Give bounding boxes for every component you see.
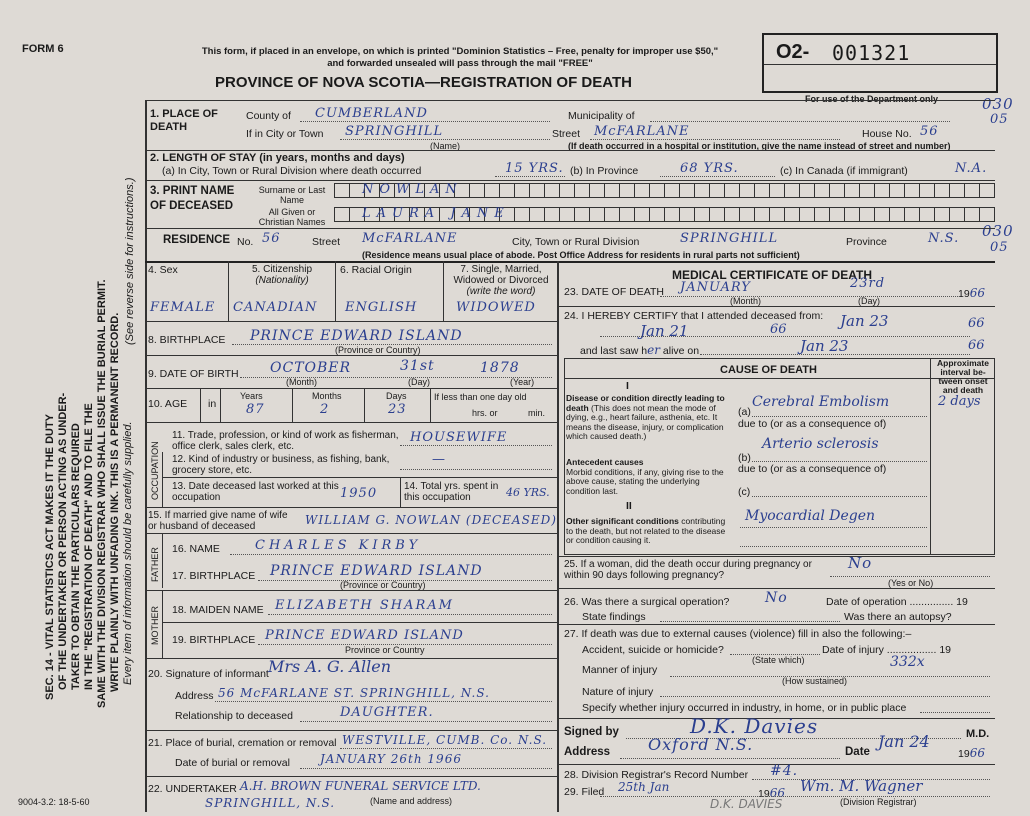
footer-code: 9004-3.2: 18-5-60 xyxy=(18,797,90,807)
residence-label: RESIDENCE xyxy=(163,234,231,246)
days-value: 23 xyxy=(388,402,407,417)
surname-label: Surname or Last Name xyxy=(258,185,326,205)
q13-label: 13. Date deceased last worked at this occupation xyxy=(172,481,339,503)
q14-value: 46 YRS. xyxy=(506,486,550,499)
attended-to: Jan 23 xyxy=(840,312,889,330)
other-value: Myocardial Degen xyxy=(745,508,876,524)
reg-number: 001321 xyxy=(832,41,911,65)
age-in: in xyxy=(208,398,217,410)
father-birth-sub: (Province or Country) xyxy=(340,580,426,590)
death-day: 23rd xyxy=(850,276,886,291)
father-name-value: CHARLES KIRBY xyxy=(255,538,422,553)
manner-label: Manner of injury xyxy=(582,664,658,676)
death-month-sub: (Month) xyxy=(730,296,762,306)
years-label: Years xyxy=(240,391,263,401)
father-name-label: 16. NAME xyxy=(172,543,220,555)
last-saw-date: Jan 23 xyxy=(800,337,849,355)
side-text-1: SEC. 14 - VITAL STATISTICS ACT MAKES IT THE DUTY xyxy=(44,413,56,700)
autopsy-label: Was there an autopsy? xyxy=(844,611,952,623)
sign-date-label: Date xyxy=(845,746,870,758)
death-month: JANUARY xyxy=(680,280,751,295)
due-to-2: due to (or as a consequence of) xyxy=(738,463,887,475)
yes-no-sub: (Yes or No) xyxy=(888,578,934,588)
reg-prefix: O2- xyxy=(776,41,810,63)
racial-label: 6. Racial Origin xyxy=(340,264,412,276)
months-value: 2 xyxy=(320,402,330,417)
side-text-2: OF THE UNDERTAKER OR PERSON ACTING AS UNDER- xyxy=(57,392,69,690)
age-label: 10. AGE xyxy=(148,398,188,410)
given-label: All Given or Christian Names xyxy=(258,207,326,227)
father-side: FATHER xyxy=(150,547,160,582)
stay-c-value: N.A. xyxy=(955,161,988,176)
attended-from: Jan 21 xyxy=(640,322,689,340)
side-text-4: IN THE "REGISTRATION OF DEATH" AND TO FILE THE xyxy=(83,403,95,690)
place-label: 1. PLACE OF DEATH xyxy=(150,108,218,133)
nature-label: Nature of injury xyxy=(582,686,654,698)
hrs-label: hrs. or xyxy=(472,408,498,418)
relationship-label: Relationship to deceased xyxy=(175,710,293,722)
given-value: LAURA JANE xyxy=(362,206,510,221)
res-city-value: SPRINGHILL xyxy=(680,231,779,246)
res-no-value: 56 xyxy=(262,231,281,246)
stay-a-value: 15 YRS. xyxy=(505,161,564,176)
burial-date-label: Date of burial or removal xyxy=(175,757,290,769)
res-no-label: No. xyxy=(237,236,254,248)
county-label: County of xyxy=(246,110,291,122)
q24-label: 24. I HEREBY CERTIFY that I attended deceased from: xyxy=(564,310,824,322)
registration-number-box xyxy=(762,33,998,93)
cause-title: CAUSE OF DEATH xyxy=(720,364,817,376)
interval-label: Approximate interval be- tween onset and death xyxy=(937,358,989,395)
dob-day: 31st xyxy=(400,358,435,374)
specify-label: Specify whether injury occurred in industry, in home, or in public place xyxy=(582,702,907,714)
dept-code-2: 05 xyxy=(990,112,1009,127)
dob-label: 9. DATE OF BIRTH xyxy=(148,368,239,380)
stay-c-label: (c) In Canada (if immigrant) xyxy=(780,165,908,177)
manner-value: 332x xyxy=(890,654,925,670)
street-value: McFARLANE xyxy=(594,124,690,139)
name-sub: (Name) xyxy=(430,141,461,151)
cit-label: 5. Citizenship (Nationality) xyxy=(251,264,313,286)
sign-date-yr: 1966 xyxy=(958,746,985,760)
stay-a-label: (a) In City, Town or Rural Division where death occurred xyxy=(162,165,422,177)
side-text-3: TAKER TO OBTAIN THE PARTICULARS REQUIRED xyxy=(70,423,82,690)
informant-addr: 56 McFARLANE ST. SPRINGHILL, N.S. xyxy=(218,686,490,700)
q23-label: 23. DATE OF DEATH xyxy=(564,286,664,298)
disease-label: Disease or condition directly leading to death (This does not mean the mode of dying, e.g., heart failure, asthenia, etc. It means the disease, injury, or complication which caused death.) xyxy=(566,393,725,441)
last-saw-label: and last saw her alive on xyxy=(580,343,700,357)
father-birth-value: PRINCE EDWARD ISLAND xyxy=(270,563,483,579)
q11-label: 11. Trade, profession, or kind of work as fisherman, office clerk, sales clerk, etc. xyxy=(172,430,399,452)
city-value: SPRINGHILL xyxy=(345,124,444,139)
father-birth-label: 17. BIRTHPLACE xyxy=(172,570,256,582)
informant-sig: Mrs A. G. Allen xyxy=(268,657,391,676)
undertaker-label: 22. UNDERTAKER xyxy=(148,783,237,795)
dob-year: 1878 xyxy=(480,360,520,376)
md-label: M.D. xyxy=(966,728,990,740)
sex-label: 4. Sex xyxy=(148,264,178,276)
registrar-signature: Wm. M. Wagner xyxy=(800,777,923,795)
interval-a: 2 days xyxy=(938,394,981,409)
relationship-value: DAUGHTER. xyxy=(340,705,434,720)
dept-code-1: 030 xyxy=(982,95,1014,113)
dob-month-sub: (Month) xyxy=(286,377,318,387)
last-saw-yr: 66 xyxy=(968,338,985,353)
mother-birth-value: PRINCE EDWARD ISLAND xyxy=(265,628,464,643)
filed-date: 25th Jan xyxy=(618,780,670,794)
hospital-note: (If death occurred in a hospital or institution, give the name instead of street and number) xyxy=(568,141,951,151)
birthplace-value: PRINCE EDWARD ISLAND xyxy=(250,328,463,344)
undertaker-addr: SPRINGHILL, N.S. xyxy=(205,796,336,810)
cause-c-label: (c) xyxy=(738,486,751,498)
dept-code-4: 05 xyxy=(990,240,1009,255)
dob-year-sub: (Year) xyxy=(510,377,535,387)
sign-date: Jan 24 xyxy=(878,732,930,751)
undertaker-name: A.H. BROWN FUNERAL SERVICE LTD. xyxy=(240,779,481,793)
days-label: Days xyxy=(386,391,407,401)
undertaker-sub: (Name and address) xyxy=(370,796,453,806)
q25-value: No xyxy=(848,554,873,572)
due-to-1: due to (or as a consequence of) xyxy=(738,418,887,430)
cit-value: CANADIAN xyxy=(233,300,318,315)
q12-value: — xyxy=(432,452,446,467)
q29-label: 29. Filed xyxy=(564,786,605,798)
form-title: PROVINCE OF NOVA SCOTIA—REGISTRATION OF DEATH xyxy=(215,74,632,91)
q26-label: 26. Was there a surgical operation? xyxy=(564,596,730,608)
side-text-5: SAME WITH THE DIVISION REGISTRAR WHO SHALL ISSUE THE BURIAL PERMIT. xyxy=(96,279,108,708)
house-label: House No. xyxy=(862,128,912,140)
res-province-label: Province xyxy=(846,236,887,248)
state-which-sub: (State which) xyxy=(752,655,805,665)
mother-name-label: 18. MAIDEN NAME xyxy=(172,604,264,616)
min-label: min. xyxy=(528,408,546,418)
birthplace-label: 8. BIRTHPLACE xyxy=(148,334,226,346)
other-label: Other significant conditions contributing to the death, but not related to the disease or condition causing it. xyxy=(566,516,726,545)
res-province-value: N.S. xyxy=(928,231,960,246)
side-text-8: (See reverse side for instructions.) xyxy=(124,177,136,345)
mother-birth-label: 19. BIRTHPLACE xyxy=(172,634,256,646)
pencil-note: D.K. DAVIES xyxy=(710,797,783,811)
name-label: 3. PRINT NAME OF DECEASED xyxy=(150,185,235,212)
q28-label: 28. Division Registrar's Record Number xyxy=(564,769,749,781)
signed-by-label: Signed by xyxy=(564,726,619,738)
q14-label: 14. Total yrs. spent in this occupation xyxy=(404,481,499,503)
mother-name-value: ELIZABETH SHARAM xyxy=(275,598,454,613)
op-date-label: Date of operation ............... 19 xyxy=(826,596,968,608)
death-yr-prefix: 1966 xyxy=(958,286,985,300)
date-injury-label: Date of injury ................. 19 xyxy=(822,644,951,656)
findings-label: State findings xyxy=(582,611,646,623)
filed-yr: 1966 xyxy=(758,786,785,800)
how-sustained-sub: (How sustained) xyxy=(782,676,848,686)
burial-place-label: 21. Place of burial, cremation or removal xyxy=(148,737,337,749)
cause-b-value: Arterio sclerosis xyxy=(762,436,879,452)
cause-a-value: Cerebral Embolism xyxy=(752,394,890,410)
address-label: Address xyxy=(564,746,611,758)
marital-value: WIDOWED xyxy=(456,300,536,315)
house-value: 56 xyxy=(920,124,939,139)
attended-from-yr: 66 xyxy=(770,322,787,337)
q28-value: #4. xyxy=(770,763,799,779)
side-text-7: Every item of information should be carefully supplied. xyxy=(122,421,134,685)
occupation-side: OCCUPATION xyxy=(150,441,160,500)
dob-month: OCTOBER xyxy=(270,360,352,376)
dept-code-3: 030 xyxy=(982,222,1014,240)
q15-value: WILLIAM G. NOWLAN (DECEASED) xyxy=(305,513,557,527)
informant-addr-label: Address xyxy=(175,690,214,702)
cause-a-label: (a) xyxy=(738,406,751,418)
informant-sig-label: 20. Signature of informant xyxy=(148,668,269,680)
res-street-value: McFARLANE xyxy=(362,231,458,246)
mother-side: MOTHER xyxy=(150,606,160,645)
q26-value: No xyxy=(765,590,788,606)
marital-label: 7. Single, Married, Widowed or Divorced (write the word) xyxy=(453,264,549,297)
q25-label: 25. If a woman, did the death occur during pregnancy or within 90 days following pregnancy? xyxy=(564,559,812,581)
medical-title: MEDICAL CERTIFICATE OF DEATH xyxy=(672,268,872,282)
cause-b-label: (b) xyxy=(738,452,751,464)
surname-value: NOWLAN xyxy=(362,182,463,197)
street-label: Street xyxy=(552,128,581,140)
res-street-label: Street xyxy=(312,236,341,248)
death-day-sub: (Day) xyxy=(858,296,880,306)
mother-birth-sub: Province or Country xyxy=(345,645,425,655)
months-label: Months xyxy=(312,391,342,401)
physician-address: Oxford N.S. xyxy=(648,735,754,754)
residence-note: (Residence means usual place of abode. Post Office Address for residents in rural parts not sufficient) xyxy=(362,250,800,260)
burial-place: WESTVILLE, CUMB. Co. N.S. xyxy=(342,733,548,747)
dept-use-label: For use of the Department only xyxy=(805,94,939,104)
roman-1: I xyxy=(626,380,629,392)
roman-2: II xyxy=(626,500,632,512)
accident-label: Accident, suicide or homicide? xyxy=(582,644,724,656)
physician-signature: D.K. Davies xyxy=(690,714,819,738)
q15-label: 15. If married give name of wife or husband of deceased xyxy=(148,510,288,532)
q13-value: 1950 xyxy=(340,486,378,501)
q11-value: HOUSEWIFE xyxy=(410,430,508,445)
antecedent-label: Antecedent causes Morbid conditions, if any, giving rise to the above cause, stating the underlying condition last. xyxy=(566,457,724,496)
stay-b-label: (b) In Province xyxy=(570,165,639,177)
res-city-label: City, Town or Rural Division xyxy=(512,236,640,248)
form-number: FORM 6 xyxy=(22,43,64,55)
registrar-sub: (Division Registrar) xyxy=(840,797,917,807)
attended-to-yr: 66 xyxy=(968,316,985,331)
county-value: CUMBERLAND xyxy=(315,106,428,121)
side-text-6: WRITE PLAINLY WITH UNFADING INK. THIS IS A PERMANENT RECORD. xyxy=(109,312,121,692)
stay-label: 2. LENGTH OF STAY (in years, months and days) xyxy=(150,152,405,164)
dob-day-sub: (Day) xyxy=(408,377,430,387)
sex-value: FEMALE xyxy=(150,300,216,315)
less-day: If less than one day old xyxy=(434,392,527,402)
q27-label: 27. If death was due to external causes (violence) fill in also the following:– xyxy=(564,628,912,640)
q12-label: 12. Kind of industry or business, as fishing, bank, grocery store, etc. xyxy=(172,454,390,476)
birthplace-sub: (Province or Country) xyxy=(335,345,421,355)
mail-notice: This form, if placed in an envelope, on which is printed "Dominion Statistics – Free, penalty for improper use $50," and forwarded unsealed will pass through the mail "FREE" xyxy=(201,46,719,69)
racial-value: ENGLISH xyxy=(345,300,418,315)
years-value: 87 xyxy=(246,402,265,417)
burial-date: JANUARY 26th 1966 xyxy=(320,752,462,766)
municipality-label: Municipality of xyxy=(568,110,635,122)
stay-b-value: 68 YRS. xyxy=(680,161,739,176)
city-label: If in City or Town xyxy=(246,128,324,140)
